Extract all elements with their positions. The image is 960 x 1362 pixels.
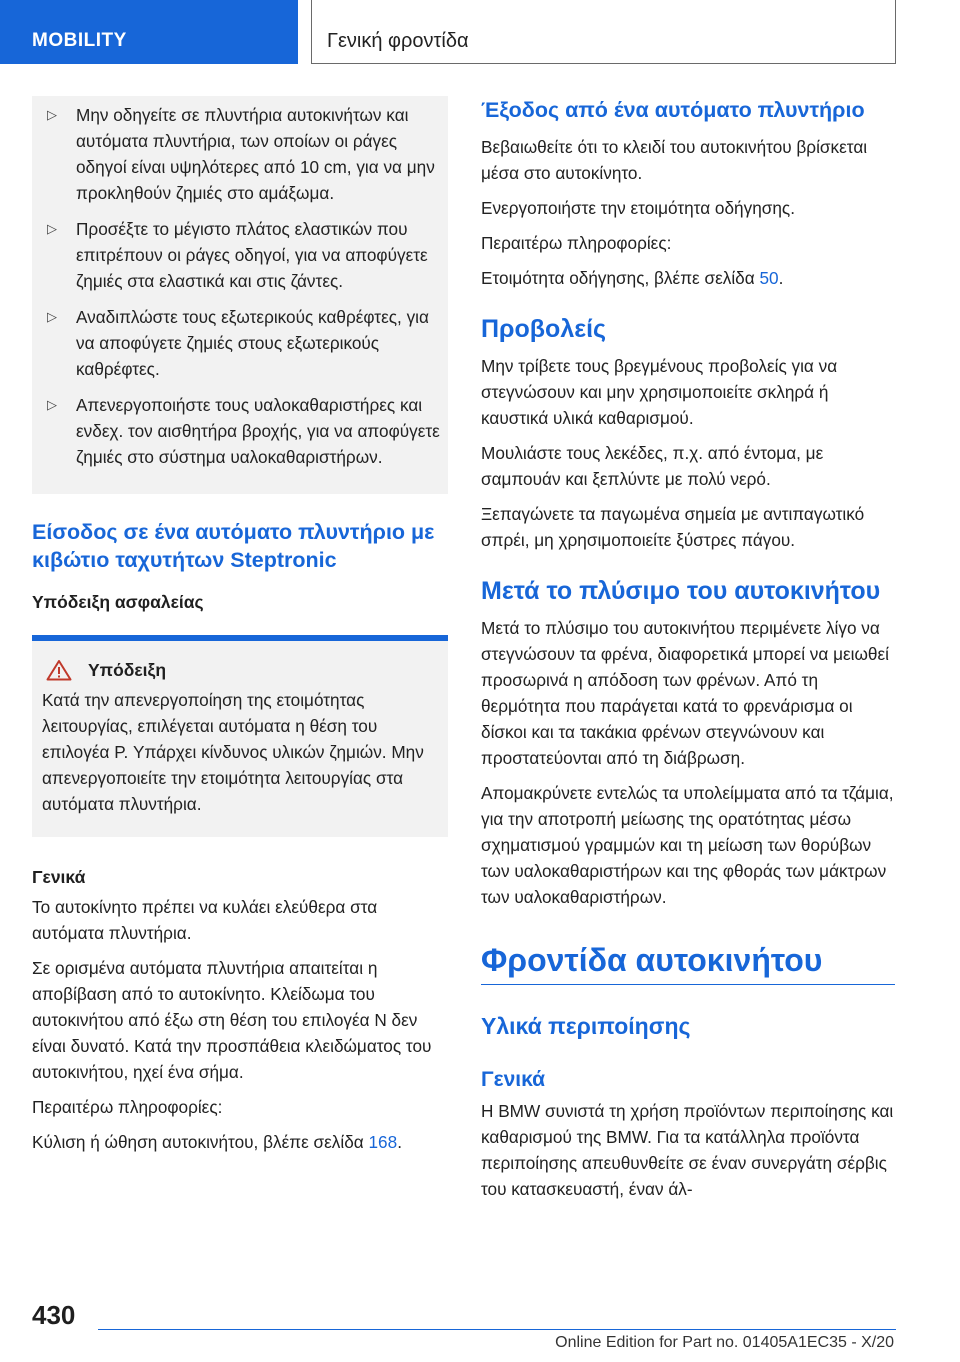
notice-text: Κατά την απενεργοποίηση της ετοιμότητας λειτουργίας, επιλέγεται αυτόματα η θέση του επιλογέα P. Υπάρχει κίνδυνος υλικών ζημιών. Μην απενεργοποιείτε την ετοιμότητα λειτουργίας στα αυτόματα πλυντήρια.: [42, 690, 424, 814]
page-link[interactable]: 50: [759, 268, 779, 288]
list-item: ▷ Απενεργοποιήστε τους υαλοκαθαριστήρες και ενδεχ. τον αισθητήρα βροχής, για να αποφύγετε ζημιές στο σύστημα υαλοκαθαριστήρων.: [32, 392, 448, 470]
paragraph: Περαιτέρω πληροφορίες:: [32, 1097, 223, 1117]
triangle-bullet-icon: ▷: [47, 309, 57, 324]
header-section-tab: MOBILITY: [0, 0, 298, 64]
paragraph: Μην τρίβετε τους βρεγμένους προβολείς για να στεγνώσουν και μην χρησιμοποιείτε σκληρά ή καυστικά υλικά καθαρισμού.: [481, 356, 838, 428]
paragraph: Μουλιάστε τους λεκέδες, π.χ. από έντομα, με σαμπουάν και ξεπλύντε με πολύ νερό.: [481, 443, 824, 489]
general-heading: Γενικά: [481, 1068, 546, 1091]
page-number: 430: [32, 1300, 76, 1330]
general-subheading: Γενικά: [32, 867, 86, 887]
list-item: ▷ Προσέξτε το μέγιστο πλάτος ελαστικών που επιτρέπουν οι ράγες οδηγοί, για να αποφύγετε ζημιές στα ελαστικά και στις ζάντες.: [32, 216, 448, 294]
cross-reference: Κύλιση ή ώθηση αυτοκινήτου, βλέπε σελίδα 168.: [32, 1132, 402, 1152]
paragraph: Η BMW συνιστά τη χρήση προϊόντων περιποίησης και καθαρισμού της BMW. Για τα κατάλληλα προϊόντα περιποίησης απευθυνθείτε σε έναν συνεργάτη σέρβις του κατασκευαστή, έναν άλ-: [481, 1101, 894, 1199]
paragraph: Σε ορισμένα αυτόματα πλυντήρια απαιτείται η αποβίβαση από το αυτοκίνητο. Κλείδωμα του αυτοκινήτου από έξω στη θέση του επιλογέα N δεν είναι δυνατό. Κατά την προσπάθεια κλειδώματος του αυτοκινήτου, ηχεί ένα σήμα.: [32, 958, 432, 1082]
paragraph: Ενεργοποιήστε την ετοιμότητα οδήγησης.: [481, 198, 795, 218]
paragraph: Βεβαιωθείτε ότι το κλειδί του αυτοκινήτου βρίσκεται μέσα στο αυτοκίνητο.: [481, 137, 868, 183]
notice-title: Υπόδειξη: [88, 659, 167, 680]
right-column: [481, 96, 895, 1211]
headlights-heading: Προβολείς: [481, 315, 607, 343]
left-column: [32, 96, 448, 1164]
footer-divider: [98, 1329, 896, 1330]
header-title: Γενική φροντίδα: [311, 0, 896, 64]
after-wash-heading: Μετά το πλύσιμο του αυτοκινήτου: [481, 577, 881, 605]
triangle-bullet-icon: ▷: [47, 107, 57, 122]
list-item: ▷ Αναδιπλώστε τους εξωτερικούς καθρέφτες, για να αποφύγετε ζημιές στους εξωτερικούς καθρέφτες.: [32, 304, 448, 382]
exit-carwash-heading: Έξοδος από ένα αυτόματο πλυντήριο: [481, 98, 865, 122]
paragraph: Ξεπαγώνετε τα παγωμένα σημεία με αντιπαγωτικό σπρέι, μη χρησιμοποιείτε ξύστρες πάγου.: [481, 504, 865, 550]
paragraph: Μετά το πλύσιμο του αυτοκινήτου περιμένετε λίγο να στεγνώσουν τα φρένα, διαφορετικά μπορεί να μειωθεί προσωρινά η απόδοση των φρένων. Από τη θερμότητα που παράγεται κατά το φρενάρισμα οι δίσκοι και τα τακάκια φρένων στεγνώνουν και προστατεύονται από τη διάβρωση.: [481, 618, 889, 768]
page-link[interactable]: 168: [368, 1132, 398, 1152]
warning-bullet-list: [32, 96, 448, 494]
car-care-heading: Φροντίδα αυτοκινήτου: [481, 940, 895, 985]
paragraph: Το αυτοκίνητο πρέπει να κυλάει ελεύθερα στα αυτόματα πλυντήρια.: [32, 897, 378, 943]
triangle-bullet-icon: ▷: [47, 221, 57, 236]
edition-text: Online Edition for Part no. 01405A1EC35 - X/20: [555, 1334, 894, 1351]
care-products-heading: Υλικά περιποίησης: [481, 1013, 691, 1039]
warning-triangle-icon: [46, 659, 72, 681]
triangle-bullet-icon: ▷: [47, 397, 57, 412]
paragraph: Περαιτέρω πληροφορίες:: [481, 233, 672, 253]
list-item: ▷ Μην οδηγείτε σε πλυντήρια αυτοκινήτων και αυτόματα πλυντήρια, των οποίων οι ράγες οδηγοί είναι υψηλότερες από 10 cm, για να μην προκληθούν ζημιές στο αμάξωμα.: [32, 102, 448, 206]
paragraph: Απομακρύνετε εντελώς τα υπολείμματα από τα τζάμια, για την αποτροπή μείωσης της ορατότητας μέσω σχηματισμού γραμμών και τη μείωση των θορύβων των υαλοκαθαριστήρων και της φθοράς των μάκτρων των υαλοκαθαριστήρων.: [481, 783, 894, 907]
safety-note-title: Υπόδειξη ασφαλείας: [32, 592, 204, 612]
steptronic-heading: Είσοδος σε ένα αυτόματο πλυντήριο με κιβώτιο ταχυτήτων Steptronic: [32, 520, 435, 572]
cross-reference: Ετοιμότητα οδήγησης, βλέπε σελίδα 50.: [481, 268, 784, 288]
notice-box: [32, 635, 448, 837]
